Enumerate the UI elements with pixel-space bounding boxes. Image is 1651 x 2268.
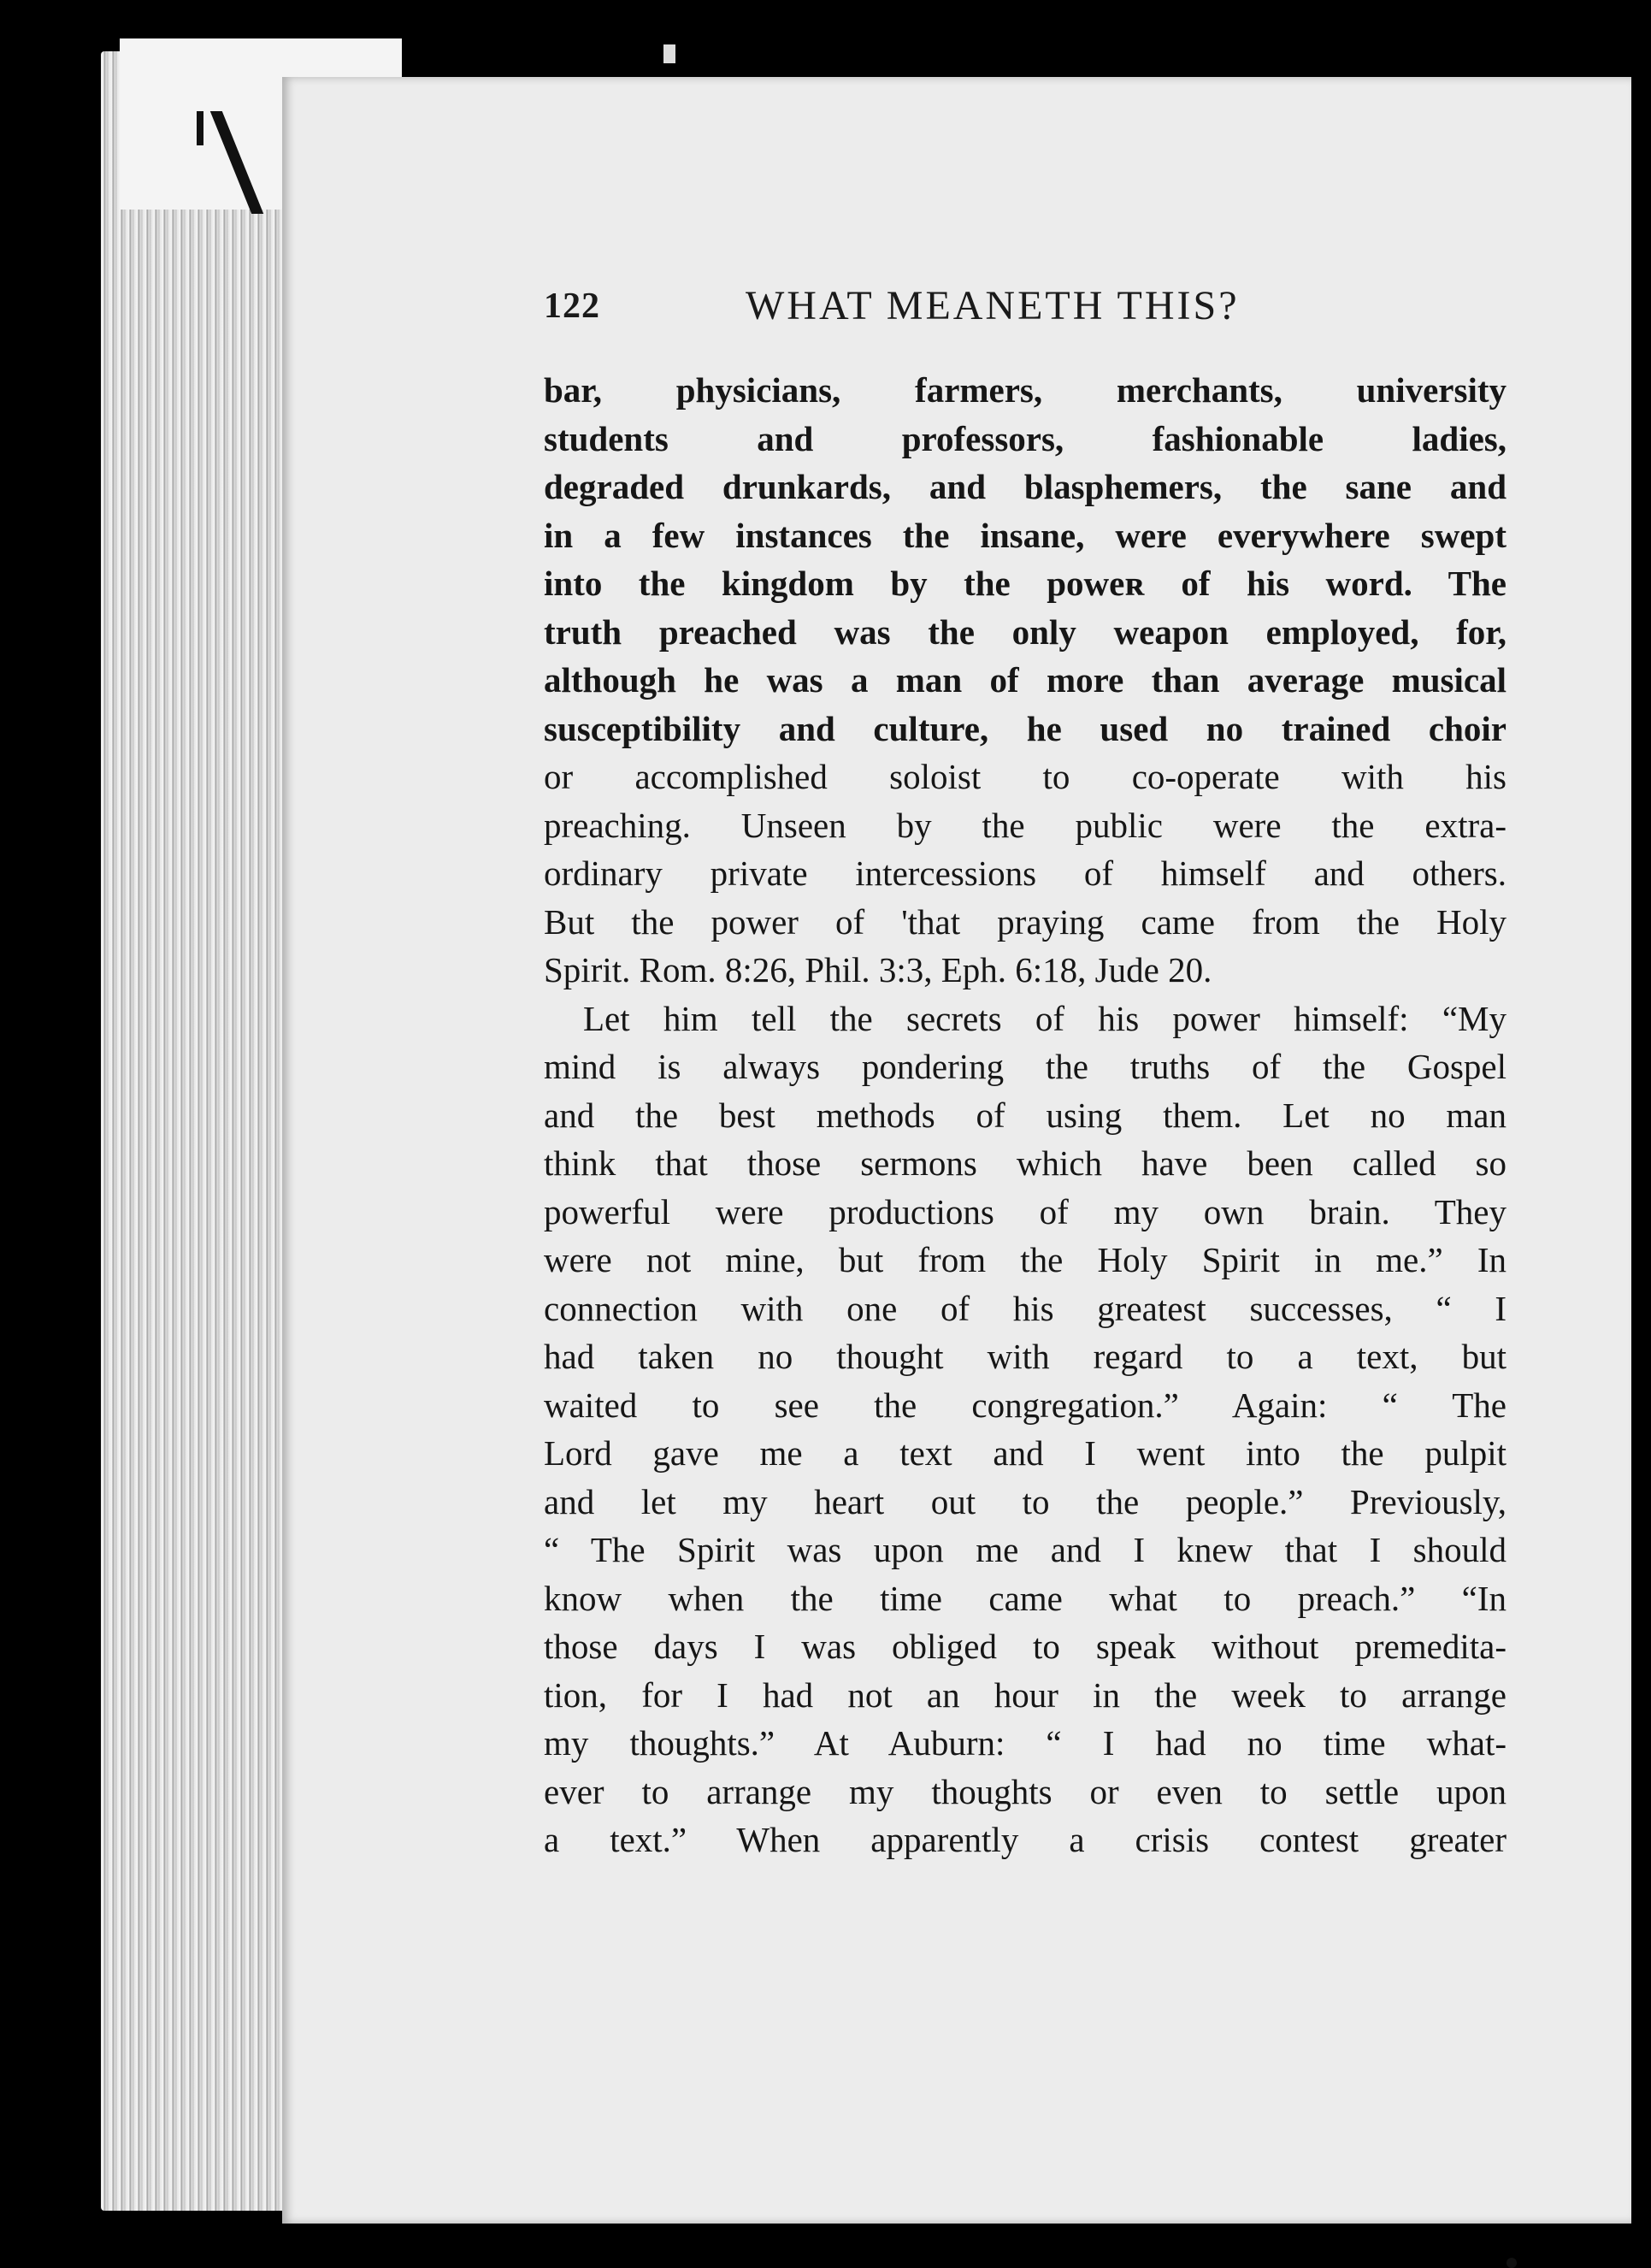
text-line: Spirit. Rom. 8:26, Phil. 3:3, Eph. 6:18, Jude 20.: [544, 950, 1212, 989]
text-line: mind is always pondering the truths of the Gospel: [544, 1047, 1507, 1086]
text-line: into the kingdom by the poweʀ of his word. The: [544, 564, 1507, 603]
text-line: bar, physicians, farmers, merchants, university: [544, 370, 1507, 410]
text-line: “ The Spirit was upon me and I knew that I should: [544, 1530, 1507, 1569]
paragraph-1: [544, 366, 1507, 995]
paragraph-2: [544, 995, 1507, 1864]
body-text: [544, 366, 1507, 1864]
book-page-edges: [101, 51, 298, 2211]
text-line: my thoughts.” At Auburn: “ I had no time what-: [544, 1723, 1507, 1763]
text-line: had taken no thought with regard to a text, but: [544, 1337, 1507, 1376]
text-line: those days I was obliged to speak without premedita-: [544, 1627, 1507, 1666]
ink-dot: [1507, 2258, 1517, 2268]
text-line: Lord gave me a text and I went into the pulpit: [544, 1433, 1507, 1473]
text-line: degraded drunkards, and blasphemers, the sane and: [544, 467, 1507, 506]
text-line: were not mine, but from the Holy Spirit in me.” In: [544, 1240, 1507, 1279]
text-line: Let him tell the secrets of his power himself: “My: [583, 998, 1507, 1038]
text-line: tion, for I had not an hour in the week to arrange: [544, 1674, 1507, 1715]
text-line: think that those sermons which have been called so: [544, 1143, 1507, 1183]
text-line: know when the time came what to preach.” “In: [544, 1578, 1507, 1618]
text-line: connection with one of his greatest successes, “ I: [544, 1288, 1507, 1328]
text-line: or accomplished soloist to co-operate with his: [544, 757, 1507, 796]
text-line: powerful were productions of my own brain. They: [544, 1191, 1507, 1231]
page-number: 122: [544, 286, 600, 326]
text-line: susceptibility and culture, he used no trained choir: [544, 708, 1507, 748]
text-line: ordinary private intercessions of himself and others.: [544, 853, 1507, 893]
edge-ink-mark: [197, 111, 203, 145]
text-line: a text.” When apparently a crisis contest greater: [544, 1820, 1507, 1859]
text-line: preaching. Unseen by the public were the extra-: [544, 805, 1507, 845]
text-line: ever to arrange my thoughts or even to settle upon: [544, 1771, 1507, 1811]
running-title: WHAT MEANETH THIS?: [746, 283, 1240, 328]
text-line: although he was a man of more than average musical: [544, 660, 1507, 700]
top-edge-mark: [663, 44, 675, 63]
running-head: [544, 282, 1501, 334]
text-line: students and professors, fashionable ladies,: [544, 418, 1507, 458]
text-line: truth preached was the only weapon employed, for,: [544, 611, 1507, 652]
text-line: and the best methods of using them. Let no man: [544, 1095, 1507, 1135]
text-line: and let my heart out to the people.” Previously,: [544, 1481, 1507, 1521]
text-line: in a few instances the insane, were everywhere swept: [544, 515, 1507, 555]
text-line: But the power of 'that praying came from the Holy: [544, 901, 1507, 942]
text-line: waited to see the congregation.” Again: “ The: [544, 1385, 1507, 1425]
